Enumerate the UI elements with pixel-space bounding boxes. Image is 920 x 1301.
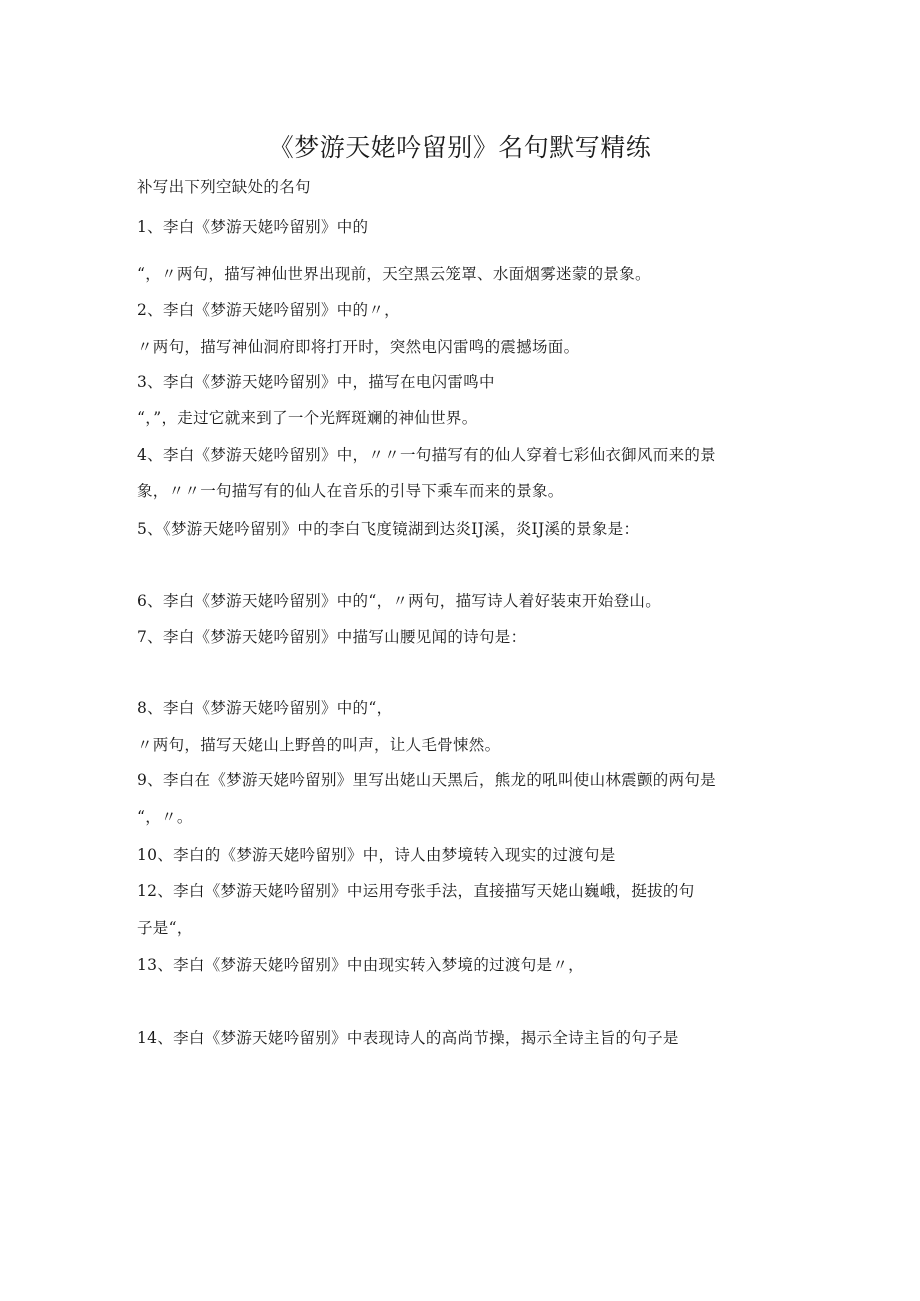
document-title: 《梦游天姥吟留别》名句默写精练 <box>268 133 652 162</box>
question-line: 子是“， <box>137 919 193 937</box>
question-line: 象，〃〃一句描写有的仙人在音乐的引导下乘车而来的景象。 <box>137 482 564 500</box>
question-line: 1、李白《梦游天姥吟留别》中的 <box>137 218 369 236</box>
question-line: “，〃。 <box>137 808 193 826</box>
question-line: 14、李白《梦游天姥吟留别》中表现诗人的高尚节操，揭示全诗主旨的句子是 <box>137 1029 679 1047</box>
question-line: 6、李白《梦游天姥吟留别》中的“，〃两句，描写诗人着好装束开始登山。 <box>137 592 661 610</box>
question-line: 9、李白在《梦游天姥吟留别》里写出姥山天黑后，熊龙的吼叫使山林震颤的两句是 <box>137 771 716 789</box>
question-line: 2、李白《梦游天姥吟留别》中的〃， <box>137 301 400 319</box>
question-line: 8、李白《梦游天姥吟留别》中的“， <box>137 699 393 717</box>
question-line: 7、李白《梦游天姥吟留别》中描写山腰见闻的诗句是： <box>137 628 527 646</box>
question-line: 4、李白《梦游天姥吟留别》中，〃〃一句描写有的仙人穿着七彩仙衣御风而来的景 <box>137 446 716 464</box>
instruction-text: 补写出下列空缺处的名句 <box>137 178 311 196</box>
question-line: 〃两句，描写天姥山上野兽的叫声，让人毛骨悚然。 <box>137 736 501 754</box>
question-line: 〃两句，描写神仙洞府即将打开时，突然电闪雷鸣的震撼场面。 <box>137 338 580 356</box>
question-line: 13、李白《梦游天姥吟留别》中由现实转入梦境的过渡句是〃， <box>137 956 584 974</box>
question-line: “，”，走过它就来到了一个光辉斑斓的神仙世界。 <box>137 409 478 427</box>
question-line: 10、李白的《梦游天姥吟留别》中，诗人由梦境转入现实的过渡句是 <box>137 846 616 864</box>
question-line: “，〃两句，描写神仙世界出现前，天空黑云笼罩、水面烟雾迷蒙的景象。 <box>137 265 651 283</box>
question-line: 12、李白《梦游天姥吟留别》中运用夸张手法，直接描写天姥山巍峨，挺拔的句 <box>137 882 695 900</box>
question-line: 5、《梦游天姥吟留别》中的李白飞度镜湖到达炎IJ溪，炎IJ溪的景象是： <box>137 520 640 538</box>
question-line: 3、李白《梦游天姥吟留别》中，描写在电闪雷鸣中 <box>137 373 495 391</box>
